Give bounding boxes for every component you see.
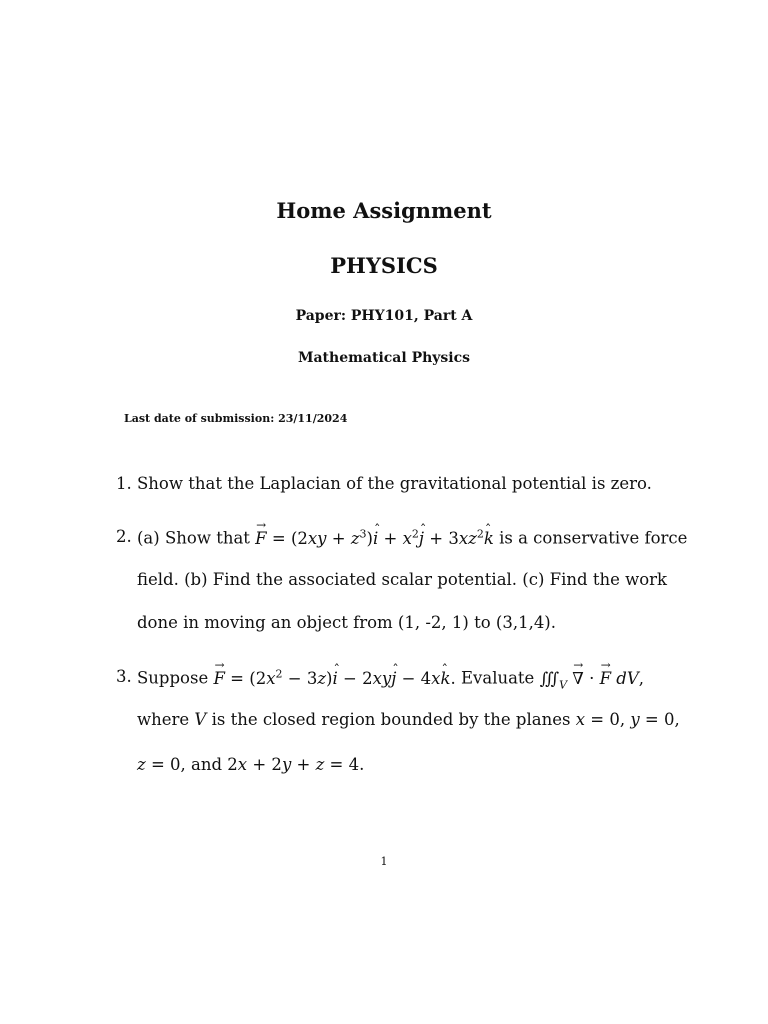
question-3-line-2: where V is the closed region bounded by the planes x = 0, y = 0, — [137, 710, 680, 729]
question-3-line-1 — [137, 667, 644, 691]
subject-heading: PHYSICS — [330, 253, 438, 278]
topic-heading: Mathematical Physics — [297, 350, 471, 366]
question-3-number: 3. — [116, 667, 132, 686]
force-field-equation: → $F = (2xy + z^3)ˆ$ $i + x^2ˆ$ $j + 3xz^2ˆ$ k — [255, 529, 494, 548]
question-3-lead: Suppose — [137, 668, 209, 688]
question-2-line-3: done in moving an object from (1, -2, 1) to (3,1,4). — [137, 613, 556, 632]
page-number: 1 — [380, 855, 388, 868]
question-2-line-2: field. (b) Find the associated scalar potential. (c) Find the work — [137, 570, 668, 589]
submission-deadline: Last date of submission: 23/11/2024 — [124, 412, 348, 425]
question-2-lead: (a) Show that — [137, 528, 250, 548]
question-1-number: 1. — [116, 474, 132, 493]
volume-integral-expression: $∭_V$ → ∇ · → F dV, — [540, 669, 644, 688]
paper-info: Paper: PHY101, Part A — [295, 308, 473, 324]
question-2-number: 2. — [116, 527, 132, 546]
question-2-line-1 — [137, 527, 687, 548]
question-3-mid: Evaluate — [460, 668, 535, 688]
vector-field-equation: → $F = (2x^2$ − 3z)ˆ i − 2xyˆ j − 4xˆ k. — [213, 669, 455, 688]
question-3-line-3: z = 0, and 2x + 2y + z = 4. — [137, 755, 365, 774]
assignment-title: Home Assignment — [276, 198, 492, 223]
question-2-tail: is a conservative force — [499, 528, 688, 548]
question-1-text: Show that the Laplacian of the gravitational potential is zero. — [137, 474, 652, 493]
plane-equations: x = 0, y = 0, — [575, 710, 680, 729]
